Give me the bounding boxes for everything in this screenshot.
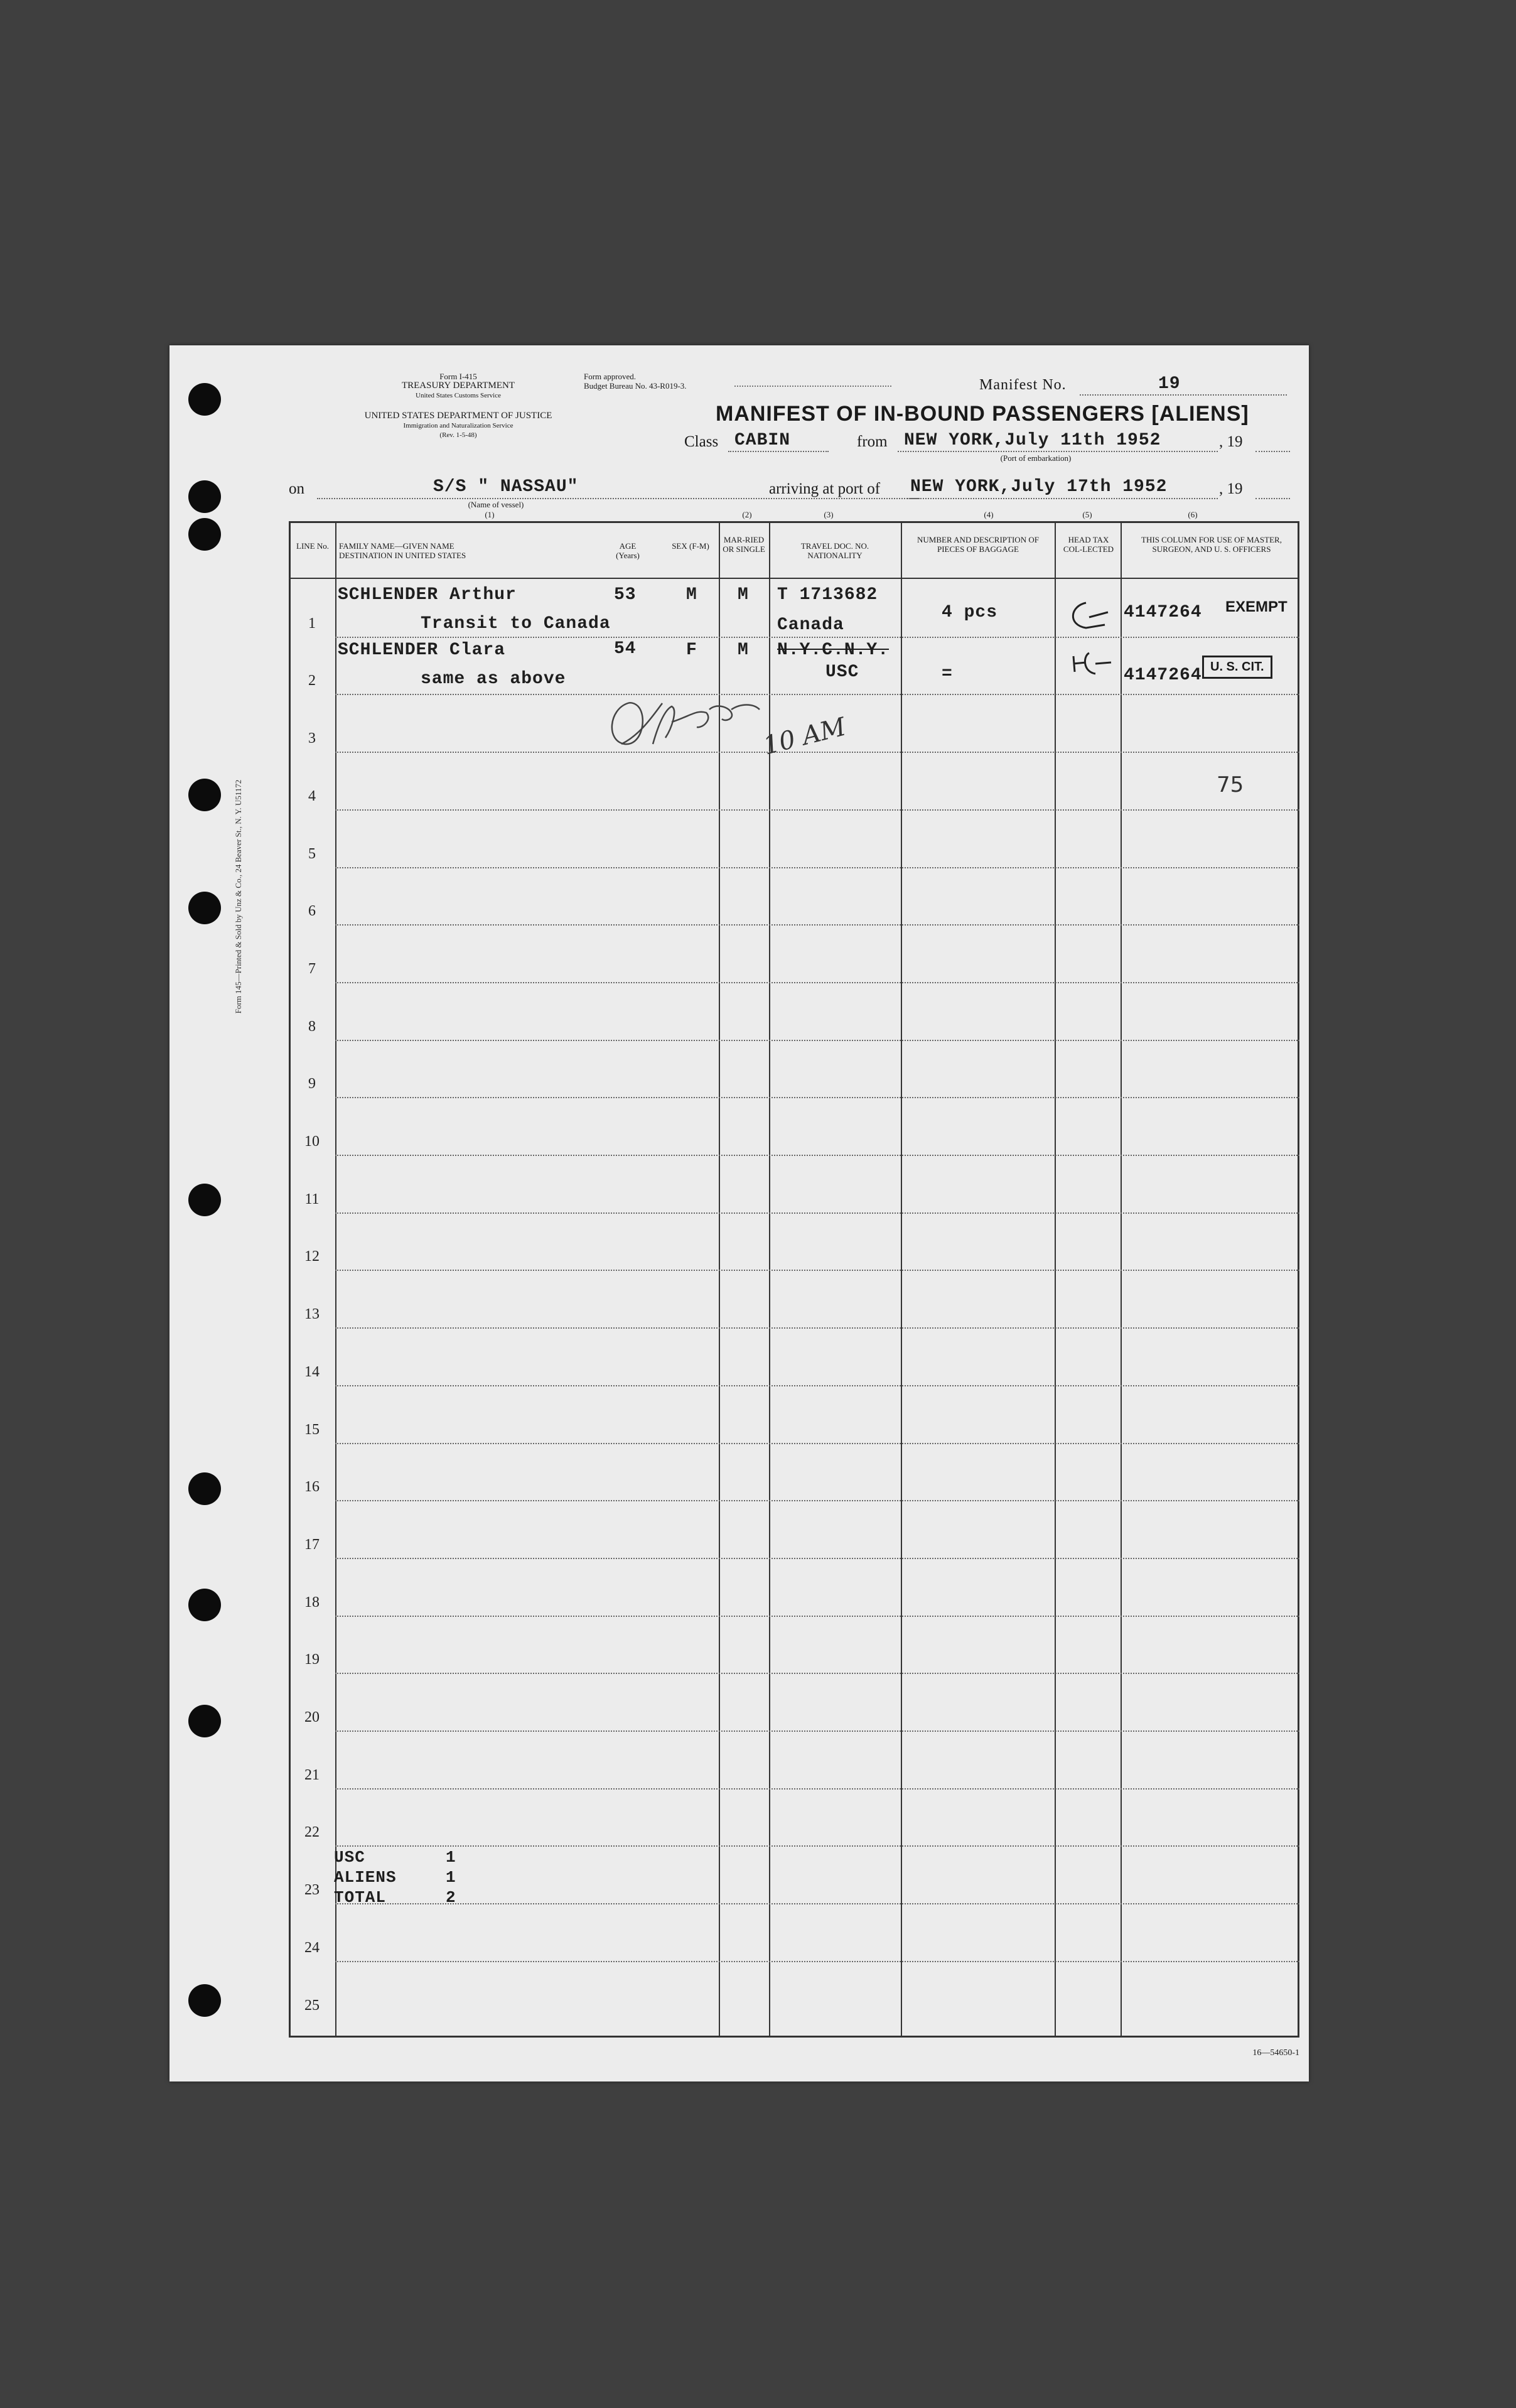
budget-bureau: Budget Bureau No. 43-R019-3.: [584, 381, 687, 391]
entry-2-nationality: USC: [825, 662, 859, 682]
col-header-sex: SEX (F-M): [672, 541, 709, 551]
entry-2-married: M: [738, 640, 749, 660]
entry-1-name: SCHLENDER Arthur: [338, 585, 517, 605]
line-number: 4: [308, 787, 316, 804]
binder-hole: [188, 892, 221, 924]
header-dotted-line: [734, 386, 891, 387]
col-header-head-tax: HEAD TAX COL-LECTED: [1063, 535, 1114, 554]
from-dots: [898, 451, 1218, 452]
line-number: 19: [304, 1651, 320, 1668]
side-printer-credit: Form 145—Printed & Sold by Unz & Co., 24 Beaver St., N. Y. U51172: [234, 779, 243, 1014]
entry-2-baggage: =: [942, 664, 953, 684]
col-num-1: (1): [485, 510, 495, 519]
entry-1-baggage: 4 pcs: [942, 603, 998, 622]
row-dotted-line: [335, 1903, 1299, 1904]
row-dotted-line: [335, 1040, 1299, 1041]
treasury-department: TREASURY DEPARTMENT: [401, 381, 515, 391]
entry-1-age: 53: [614, 585, 637, 605]
row-dotted-line: [335, 1097, 1299, 1098]
inspector-signature: [603, 684, 766, 760]
binder-hole: [188, 1472, 221, 1505]
line-number: 6: [308, 903, 316, 920]
row-dotted-line: [335, 1212, 1299, 1214]
line-number: 25: [304, 1997, 320, 2014]
col-header-officers: THIS COLUMN FOR USE OF MASTER, SURGEON, AND U. S. OFFICERS: [1141, 535, 1282, 554]
year-dots-2: [1255, 498, 1290, 499]
year-suffix-1: , 19: [1219, 433, 1243, 450]
row-dotted-line: [335, 752, 1299, 753]
line-number: 24: [304, 1939, 320, 1956]
entry-2-destination: same as above: [421, 669, 566, 689]
line-number: 22: [304, 1824, 320, 1841]
line-number: 18: [304, 1594, 320, 1611]
manifest-title: MANIFEST OF IN-BOUND PASSENGERS [ALIENS]: [716, 402, 1249, 426]
entry-1-nationality: Canada: [777, 615, 844, 635]
line-number: 10: [304, 1133, 320, 1150]
manifest-no-value: 19: [1158, 374, 1181, 394]
row-dotted-line: [335, 867, 1299, 868]
table-header-divider: [289, 578, 1299, 579]
col-header-age: AGE (Years): [616, 541, 640, 560]
row-dotted-line: [335, 637, 1299, 638]
revision: (Rev. 1-5-48): [439, 431, 477, 439]
row-dotted-line: [335, 1155, 1299, 1156]
customs-service: United States Customs Service: [416, 392, 501, 399]
entry-2-officer-no: 4147264: [1124, 666, 1202, 685]
manifest-sheet: [169, 345, 1309, 2081]
col-num-5: (5): [1082, 510, 1092, 519]
entry-1-stamp: EXEMPT: [1225, 598, 1288, 615]
row-dotted-line: [335, 1961, 1299, 1962]
line-number: 7: [308, 960, 316, 977]
line-number: 14: [304, 1363, 320, 1380]
row-dotted-line: [335, 694, 1299, 695]
year-dots-1: [1255, 451, 1290, 452]
line-number: 21: [304, 1766, 320, 1783]
class-label: Class: [684, 433, 719, 450]
line-number: 13: [304, 1306, 320, 1323]
col-divider: [1055, 521, 1056, 2038]
manifest-no-dots: [1080, 394, 1287, 396]
row-dotted-line: [335, 1500, 1299, 1501]
binder-hole: [188, 779, 221, 811]
col-header-nationality: NATIONALITY: [807, 551, 863, 560]
vessel-caption: (Name of vessel): [468, 500, 524, 509]
row-dotted-line: [335, 1845, 1299, 1847]
entry-2-age: 54: [614, 639, 637, 659]
line-number: 11: [304, 1191, 320, 1207]
entry-2-stamp: U. S. CIT.: [1202, 656, 1272, 679]
line-number: 16: [304, 1479, 320, 1496]
port-embarkation-caption: (Port of embarkation): [1000, 453, 1072, 463]
vessel-dots: [317, 498, 920, 499]
col-header-name: FAMILY NAME—GIVEN NAME: [339, 541, 454, 551]
head-tax-marks: [1061, 593, 1121, 681]
entry-1-doc: T 1713682: [777, 585, 878, 605]
row-dotted-line: [335, 1558, 1299, 1559]
col-header-travel-doc: TRAVEL DOC. NO.: [800, 541, 869, 551]
total-usc-value: 1: [446, 1848, 456, 1867]
entry-1-sex: M: [686, 585, 697, 605]
on-label: on: [289, 480, 304, 497]
binder-hole: [188, 480, 221, 513]
col-header-line: LINE No.: [296, 541, 329, 551]
line-number: 12: [304, 1248, 320, 1265]
entry-2-name: SCHLENDER Clara: [338, 640, 506, 660]
arriving-value: NEW YORK,July 17th 1952: [910, 477, 1168, 497]
row-dotted-line: [335, 1443, 1299, 1444]
row-dotted-line: [335, 1385, 1299, 1386]
col-header-baggage: NUMBER AND DESCRIPTION OF PIECES OF BAGGAGE: [917, 535, 1039, 554]
binder-hole: [188, 518, 221, 551]
row-dotted-line: [335, 809, 1299, 811]
total-total-label: TOTAL: [334, 1888, 387, 1907]
line-number: 15: [304, 1421, 320, 1438]
arriving-dots: [907, 498, 1218, 499]
immigration-service: Immigration and Naturalization Service: [403, 422, 513, 429]
entry-2-doc: N.Y.C.N.Y.: [777, 640, 890, 660]
from-label: from: [857, 433, 888, 450]
binder-hole: [188, 1589, 221, 1621]
vessel-value: S/S " NASSAU": [433, 477, 579, 497]
line-number: 23: [304, 1882, 320, 1899]
line-number: 5: [308, 845, 316, 862]
entry-2-sex: F: [686, 640, 697, 660]
line-number: 3: [308, 730, 316, 747]
col-header-married: MAR-RIED OR SINGLE: [723, 535, 765, 554]
col-divider: [901, 521, 902, 2038]
form-number: Form I-415: [439, 372, 477, 381]
entry-1-destination: Transit to Canada: [421, 614, 611, 634]
total-aliens-label: ALIENS: [334, 1868, 397, 1887]
justice-department: UNITED STATES DEPARTMENT OF JUSTICE: [364, 411, 552, 421]
handwritten-time: 10 AM: [760, 712, 849, 761]
row-dotted-line: [335, 1270, 1299, 1271]
row-dotted-line: [335, 1616, 1299, 1617]
row-dotted-line: [335, 924, 1299, 926]
total-total-value: 2: [446, 1888, 456, 1907]
col-header-destination: DESTINATION IN UNITED STATES: [339, 551, 466, 560]
line-number: 20: [304, 1709, 320, 1725]
line-number: 9: [308, 1076, 316, 1093]
footer-code: 16—54650-1: [1252, 2048, 1299, 2058]
col-num-2: (2): [742, 510, 752, 519]
row-dotted-line: [335, 982, 1299, 983]
col-num-6: (6): [1188, 510, 1198, 519]
line-number: 17: [304, 1536, 320, 1553]
binder-hole: [188, 1184, 221, 1216]
row-dotted-line: [335, 1730, 1299, 1732]
col-num-4: (4): [984, 510, 994, 519]
manifest-no-label: Manifest No.: [979, 377, 1067, 393]
row-dotted-line: [335, 1327, 1299, 1329]
line-number: 8: [308, 1018, 316, 1035]
entry-1-officer-no: 4147264: [1124, 603, 1202, 622]
binder-hole: [188, 1705, 221, 1737]
binder-hole: [188, 383, 221, 416]
line-number: 1: [308, 615, 316, 632]
col-divider: [1121, 521, 1122, 2038]
row-dotted-line: [335, 1673, 1299, 1674]
entry-1-married: M: [738, 585, 749, 605]
year-suffix-2: , 19: [1219, 480, 1243, 497]
total-usc-label: USC: [334, 1848, 365, 1867]
handwritten-number: 75: [1217, 772, 1244, 797]
col-divider: [335, 521, 336, 2038]
binder-hole: [188, 1984, 221, 2017]
col-num-3: (3): [824, 510, 834, 519]
from-value: NEW YORK,July 11th 1952: [904, 431, 1161, 450]
class-dots: [728, 451, 829, 452]
total-aliens-value: 1: [446, 1868, 456, 1887]
class-value: CABIN: [734, 431, 791, 450]
line-number: 2: [308, 672, 316, 689]
row-dotted-line: [335, 1788, 1299, 1790]
arriving-label: arriving at port of: [769, 480, 881, 497]
form-approved: Form approved.: [584, 372, 637, 381]
